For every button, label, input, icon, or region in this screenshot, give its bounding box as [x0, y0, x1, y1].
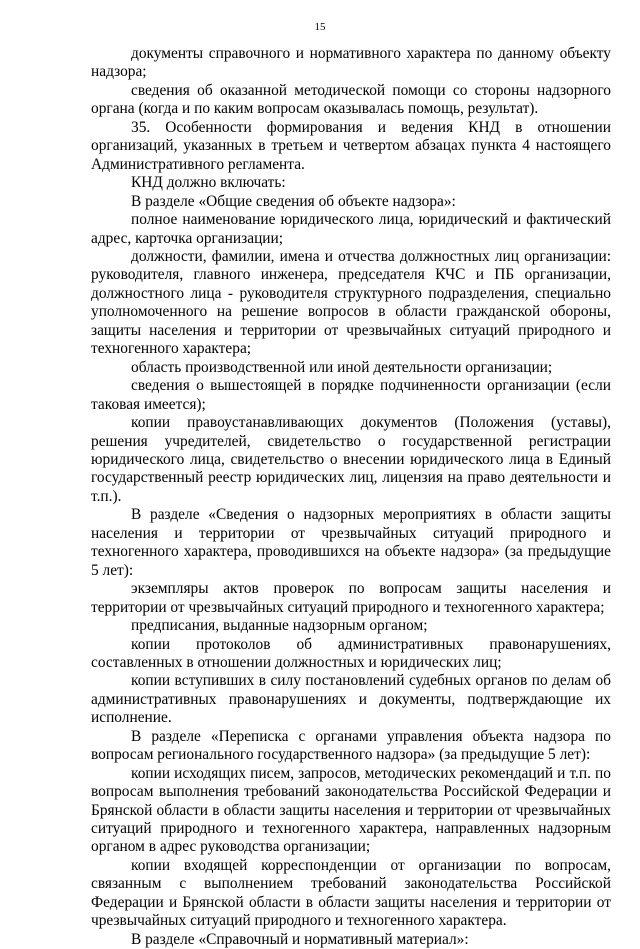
- paragraph: документы справочного и нормативного характера по данному объекту надзора;: [91, 45, 611, 81]
- paragraph: копии исходящих писем, запросов, методических рекомендаций и т.п. по вопросам выполнения требований законодательства Российской Федерации и Брянской области в области защиты населения и территории от чрезвычайных ситуаций природного и техногенного характера, направленных надзорным органом в адрес руководства организации;: [91, 764, 611, 856]
- paragraph: должности, фамилии, имена и отчества должностных лиц организации: руководителя, главного инженера, председателя КЧС и ПБ организации, должностного лица - руководителя структурного подразделения, специально уполномоченного на решение вопросов в области гражданской обороны, защиты населения и территории от чрезвычайных ситуаций природного и техногенного характера;: [91, 247, 611, 358]
- page-number: 15: [314, 21, 326, 33]
- paragraph: предписания, выданные надзорным органом;: [131, 617, 428, 635]
- paragraph: сведения о вышестоящей в порядке подчиненности организации (если таковая имеется);: [91, 377, 611, 413]
- paragraph: 35. Особенности формирования и ведения КНД в отношении организаций, указанных в третьем и четвертом абзацах пункта 4 настоящего Административного регламента.: [91, 118, 611, 173]
- paragraph: копии входящей корреспонденции от организации по вопросам, связанным с выполнением требований законодательства Российской Федерации и Брянской области в области защиты населения и территории от чрезвычайных ситуаций природного и техногенного характера.: [91, 856, 611, 930]
- paragraph: копии правоустанавливающих документов (Положения (уставы), решения учредителей, свидетельство о государственной регистрации юридического лица, свидетельство о внесении юридического лица в Единый государственный реестр юридических лиц, лицензия на право деятельности и т.п.).: [91, 414, 611, 505]
- section-heading: В разделе «Сведения о надзорных мероприятиях в области защиты населения и территории от чрезвычайных ситуаций природного и техногенного характера, проводившихся на объекте надзора» (за предыдущие 5 лет):: [91, 506, 611, 579]
- paragraph: область производственной или иной деятельности организации;: [131, 358, 553, 376]
- section-heading: В разделе «Общие сведения об объекте надзора»:: [131, 192, 456, 210]
- paragraph: экземпляры актов проверок по вопросам защиты населения и территории от чрезвычайных ситуаций природного и техногенного характера;: [91, 580, 611, 616]
- section-heading: В разделе «Переписка с органами управления объекта надзора по вопросам регионального государственного надзора» (за предыдущие 5 лет):: [91, 727, 611, 764]
- document-body: [91, 45, 611, 949]
- paragraph: КНД должно включать:: [131, 174, 286, 192]
- section-heading: В разделе «Справочный и нормативный материал»:: [131, 930, 469, 948]
- paragraph: копии вступивших в силу постановлений судебных органов по делам об административных правонарушениях и документы, подтверждающие их исполнение.: [91, 672, 611, 727]
- paragraph: копии протоколов об административных правонарушениях, составленных в отношении должностных и юридических лиц;: [91, 635, 611, 671]
- paragraph: полное наименование юридического лица, юридический и фактический адрес, карточка организации;: [91, 211, 611, 247]
- paragraph: сведения об оказанной методической помощи со стороны надзорного органа (когда и по каким вопросам оказывалась помощь, результат).: [91, 81, 611, 118]
